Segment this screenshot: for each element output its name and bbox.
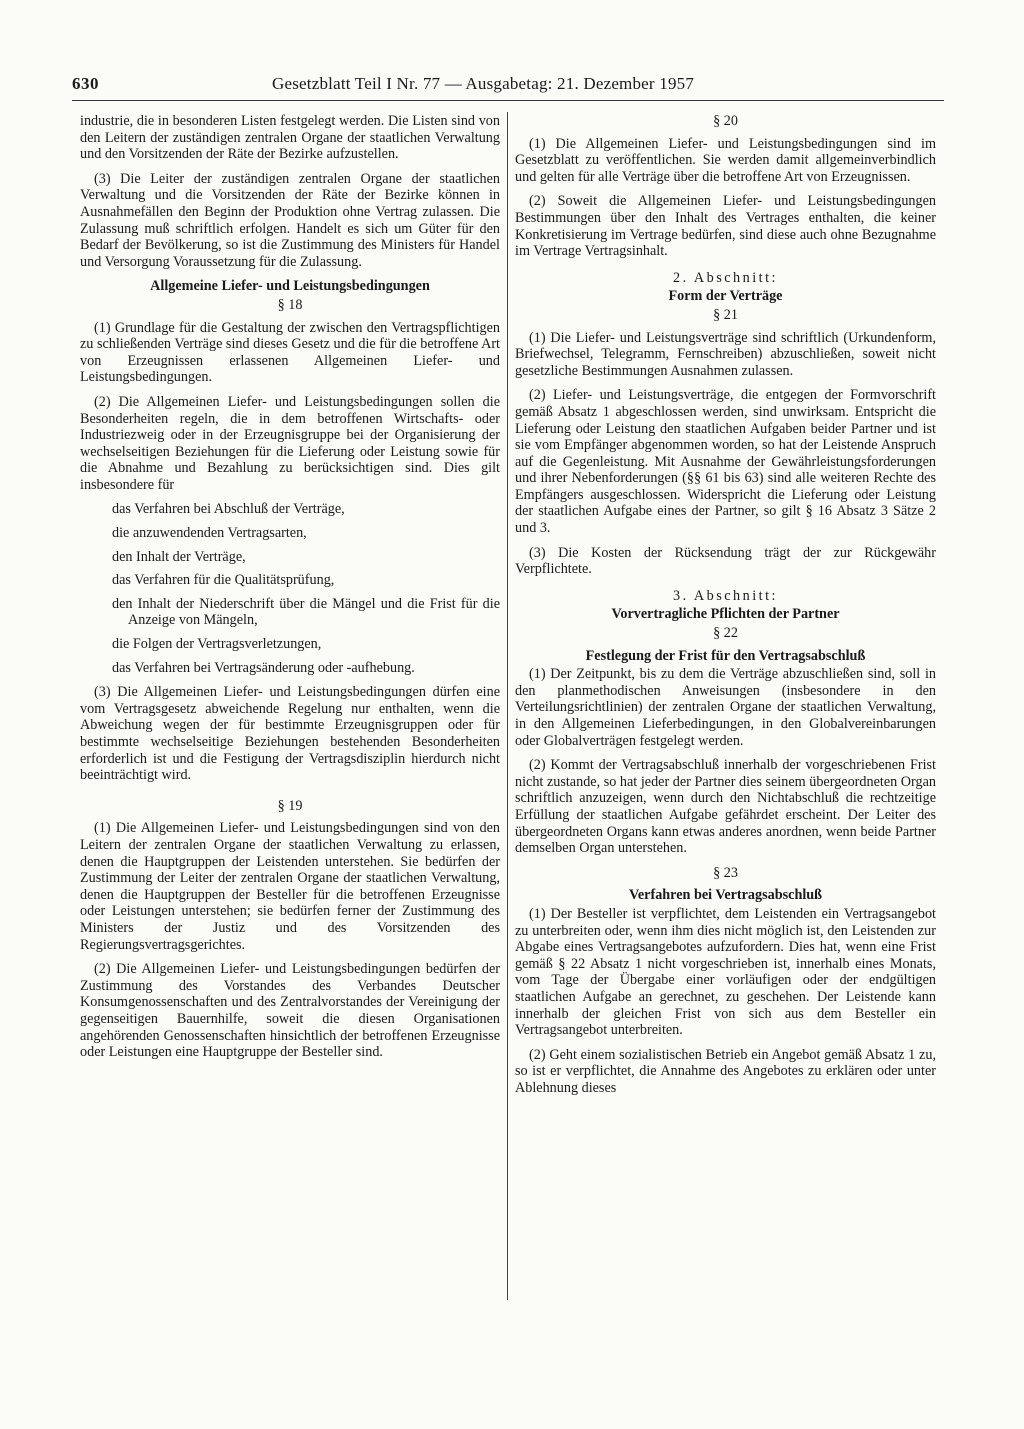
section-heading: Vorvertragliche Pflichten der Partner (611, 606, 840, 623)
column-divider (507, 112, 508, 1300)
paragraph: (1) Grundlage für die Gestaltung der zwischen den Vertragspflichtigen zu schließenden Verträge sind dieses Gesetz und die für die betroffene Art von Erzeugnissen erlassenen Allgemeinen Liefer- und Leistungsbedingungen. (80, 319, 500, 386)
running-title: Gesetzblatt Teil I Nr. 77 — Ausgabetag: 21. Dezember 1957 (272, 74, 695, 93)
section-number: § 22 (713, 625, 738, 642)
section-heading: Festlegung der Frist für den Vertragsabschluß (585, 647, 866, 664)
list-item: das Verfahren bei Vertragsänderung oder -aufhebung. (112, 659, 415, 676)
paragraph: industrie, die in besonderen Listen festgelegt werden. Die Listen sind von den Leitern der zuständigen zentralen Organe der staatlichen Verwaltung und den Vorsitzenden der Räte der Bezirke aufzustellen. (80, 113, 500, 163)
paragraph: (2) Geht einem sozialistischen Betrieb ein Angebot gemäß Absatz 1 zu, so ist er verpflichtet, die Annahme des Angebotes zu erklären oder unter Ablehnung dieses (515, 1046, 936, 1096)
paragraph: (1) Der Zeitpunkt, bis zu dem die Verträge abzuschließen sind, soll in den planmethodischen Anweisungen (insbesondere in den Verteilungsrichtlinien) der zentralen Organe der staatlichen Verwaltung, in den Allgemeinen Lieferbedingungen, in den Globalvereinbarungen oder Globalverträgen festgelegt werden. (515, 666, 936, 749)
page-header (72, 74, 944, 101)
list-item: den Inhalt der Verträge, (112, 548, 246, 565)
section-heading: Allgemeine Liefer- und Leistungsbedingungen (150, 278, 430, 295)
section-heading: Form der Verträge (668, 288, 783, 305)
list-item: das Verfahren bei Abschluß der Verträge, (112, 501, 345, 518)
paragraph: (2) Kommt der Vertragsabschluß innerhalb der vorgeschriebenen Frist nicht zustande, so hat jeder der Partner dies seinem übergeordneten Organ schriftlich anzuzeigen, wenn durch den Nichtabschluß die rechtzeitige Erfüllung der staatlichen Aufgabe gefährdet erscheint. Der Leiter des übergeordneten Organs kann etwas anderes anordnen, wenn beide Partner demselben Organ unterstehen. (515, 757, 936, 857)
paragraph: (1) Der Besteller ist verpflichtet, dem Leistenden ein Vertragsangebot zu unterbreiten oder, wenn ihm dies nicht möglich ist, den Leistenden zur Abgabe eines Vertragsangebotes aufzufordern. Dies hat, wenn eine Frist gemäß § 22 Absatz 1 nicht vorgeschrieben ist, innerhalb eines Monats, vom Tage der Übergabe einer vorläufigen oder der endgültigen staatlichen Aufgabe an gerechnet, zu geschehen. Der Leistende kann innerhalb der gleichen Frist von sich aus dem Besteller ein Vertragsangebot unterbreiten. (515, 905, 936, 1039)
right-column (515, 113, 936, 1104)
paragraph: (1) Die Liefer- und Leistungsverträge sind schriftlich (Urkundenform, Briefwechsel, Telegramm, Fernschreiben) abzuschließen, soweit nicht gesetzliche Bestimmungen Ausnahmen zulassen. (515, 329, 936, 379)
paragraph: (3) Die Allgemeinen Liefer- und Leistungsbedingungen dürfen eine vom Vertragsgesetz abweichende Regelung nur enthalten, wenn die Abweichung wegen der für bestimmte Erzeugnisgruppen oder für bestimmte wechselseitige Beziehungen bestehenden Besonderheiten erforderlich ist und die Festigung der Vertragsdisziplin hierdurch nicht beeinträchtigt wird. (80, 684, 500, 784)
paragraph: (2) Liefer- und Leistungsverträge, die entgegen der Formvorschrift gemäß Absatz 1 abgeschlossen werden, sind unwirksam. Entspricht die Lieferung oder Leistung den staatlichen Aufgaben beider Partner und ist sie vom Empfänger abgenommen worden, so hat der Leistende Anspruch auf die Gegenleistung. Mit Ausnahme der Gewährleistungsforderungen und ihrer Nebenforderungen (§§ 61 bis 63) sind alle weiteren Rechte des Empfängers ausgeschlossen. Widerspricht die Lieferung oder Leistung der staatlichen Aufgabe eines der Partner, so gilt § 16 Absatz 3 Sätze 2 und 3. (515, 387, 936, 537)
page-number: 630 (72, 74, 99, 93)
chapter-label: 3. Abschnitt: (672, 587, 779, 604)
left-column (80, 113, 500, 1069)
section-number: § 18 (277, 296, 303, 313)
paragraph: (1) Die Allgemeinen Liefer- und Leistungsbedingungen sind im Gesetzblatt zu veröffentlichen. Sie werden damit allgemeinverbindlich und gelten für alle Verträge über die betroffene Art von Erzeugnissen. (515, 135, 936, 185)
list-item: das Verfahren für die Qualitätsprüfung, (112, 572, 335, 589)
section-heading: Verfahren bei Vertragsabschluß (628, 887, 823, 904)
paragraph: (2) Soweit die Allgemeinen Liefer- und Leistungsbedingungen Bestimmungen über den Inhalt des Vertrages enthalten, die keiner Konkretisierung im Vertrage bedürfen, sind diese auch ohne Bezugnahme im Vertrage Vertragsinhalt. (515, 193, 936, 260)
list-item: den Inhalt der Niederschrift über die Mängel und die Frist für die Anzeige von Mängeln, (112, 595, 500, 629)
section-number: § 23 (713, 864, 738, 881)
section-number: § 19 (277, 797, 303, 814)
paragraph: (2) Die Allgemeinen Liefer- und Leistungsbedingungen bedürfen der Zustimmung des Vorstandes des Verbandes Deutscher Konsumgenossenschaften und des Zentralvorstandes der Vereinigung der gegenseitigen Bauernhilfe, soweit die diesen Organisationen angehörenden Genossenschaften hinsichtlich der betroffenen Erzeugnisse oder Leistungen eine Hauptgruppe der Besteller sind. (80, 961, 500, 1061)
enumeration-list (80, 501, 500, 676)
paragraph: (1) Die Allgemeinen Liefer- und Leistungsbedingungen sind von den Leitern der zentralen Organe der staatlichen Verwaltung zu erlassen, denen die Hauptgruppen der Leistenden unterstehen. Sie bedürfen der Zustimmung der Leiter der zentralen Organe der staatlichen Verwaltung, denen die Hauptgruppen der Besteller für die betroffenen Erzeugnisse oder Leistungen unterstehen; sie bedürfen ferner der Zustimmung des Ministers der Justiz und des Vorsitzenden des Regierungsvertragsgerichtes. (80, 820, 500, 953)
chapter-label: 2. Abschnitt: (672, 269, 779, 286)
list-item: die anzuwendenden Vertragsarten, (112, 525, 307, 542)
paragraph: (3) Die Kosten der Rücksendung trägt der zur Rückgewähr Verpflichtete. (515, 544, 936, 578)
paragraph: (2) Die Allgemeinen Liefer- und Leistungsbedingungen sollen die Besonderheiten regeln, die in dem betroffenen Wirtschafts- oder Industriezweig oder in der Erzeugnisgruppe bei der Organisierung der wechselseitigen Beziehungen für die Lieferung oder Leistung sowie für die Abnahme und Bezahlung zu berücksichtigen sind. Dies gilt insbesondere für (80, 393, 500, 493)
section-number: § 21 (713, 306, 738, 323)
paragraph: (3) Die Leiter der zuständigen zentralen Organe der staatlichen Verwaltung und die Vorsitzenden der Räte der Bezirke können in Ausnahmefällen den Beginn der Produktion ohne Vertrag zulassen. Die Zulassung muß schriftlich erfolgen. Handelt es sich um Güter für den Bedarf der Bevölkerung, so ist die Zustimmung des Ministers für Handel und Versorgung Voraussetzung für die Zulassung. (80, 170, 500, 270)
list-item: die Folgen der Vertragsverletzungen, (112, 636, 322, 653)
section-number: § 20 (713, 113, 738, 129)
